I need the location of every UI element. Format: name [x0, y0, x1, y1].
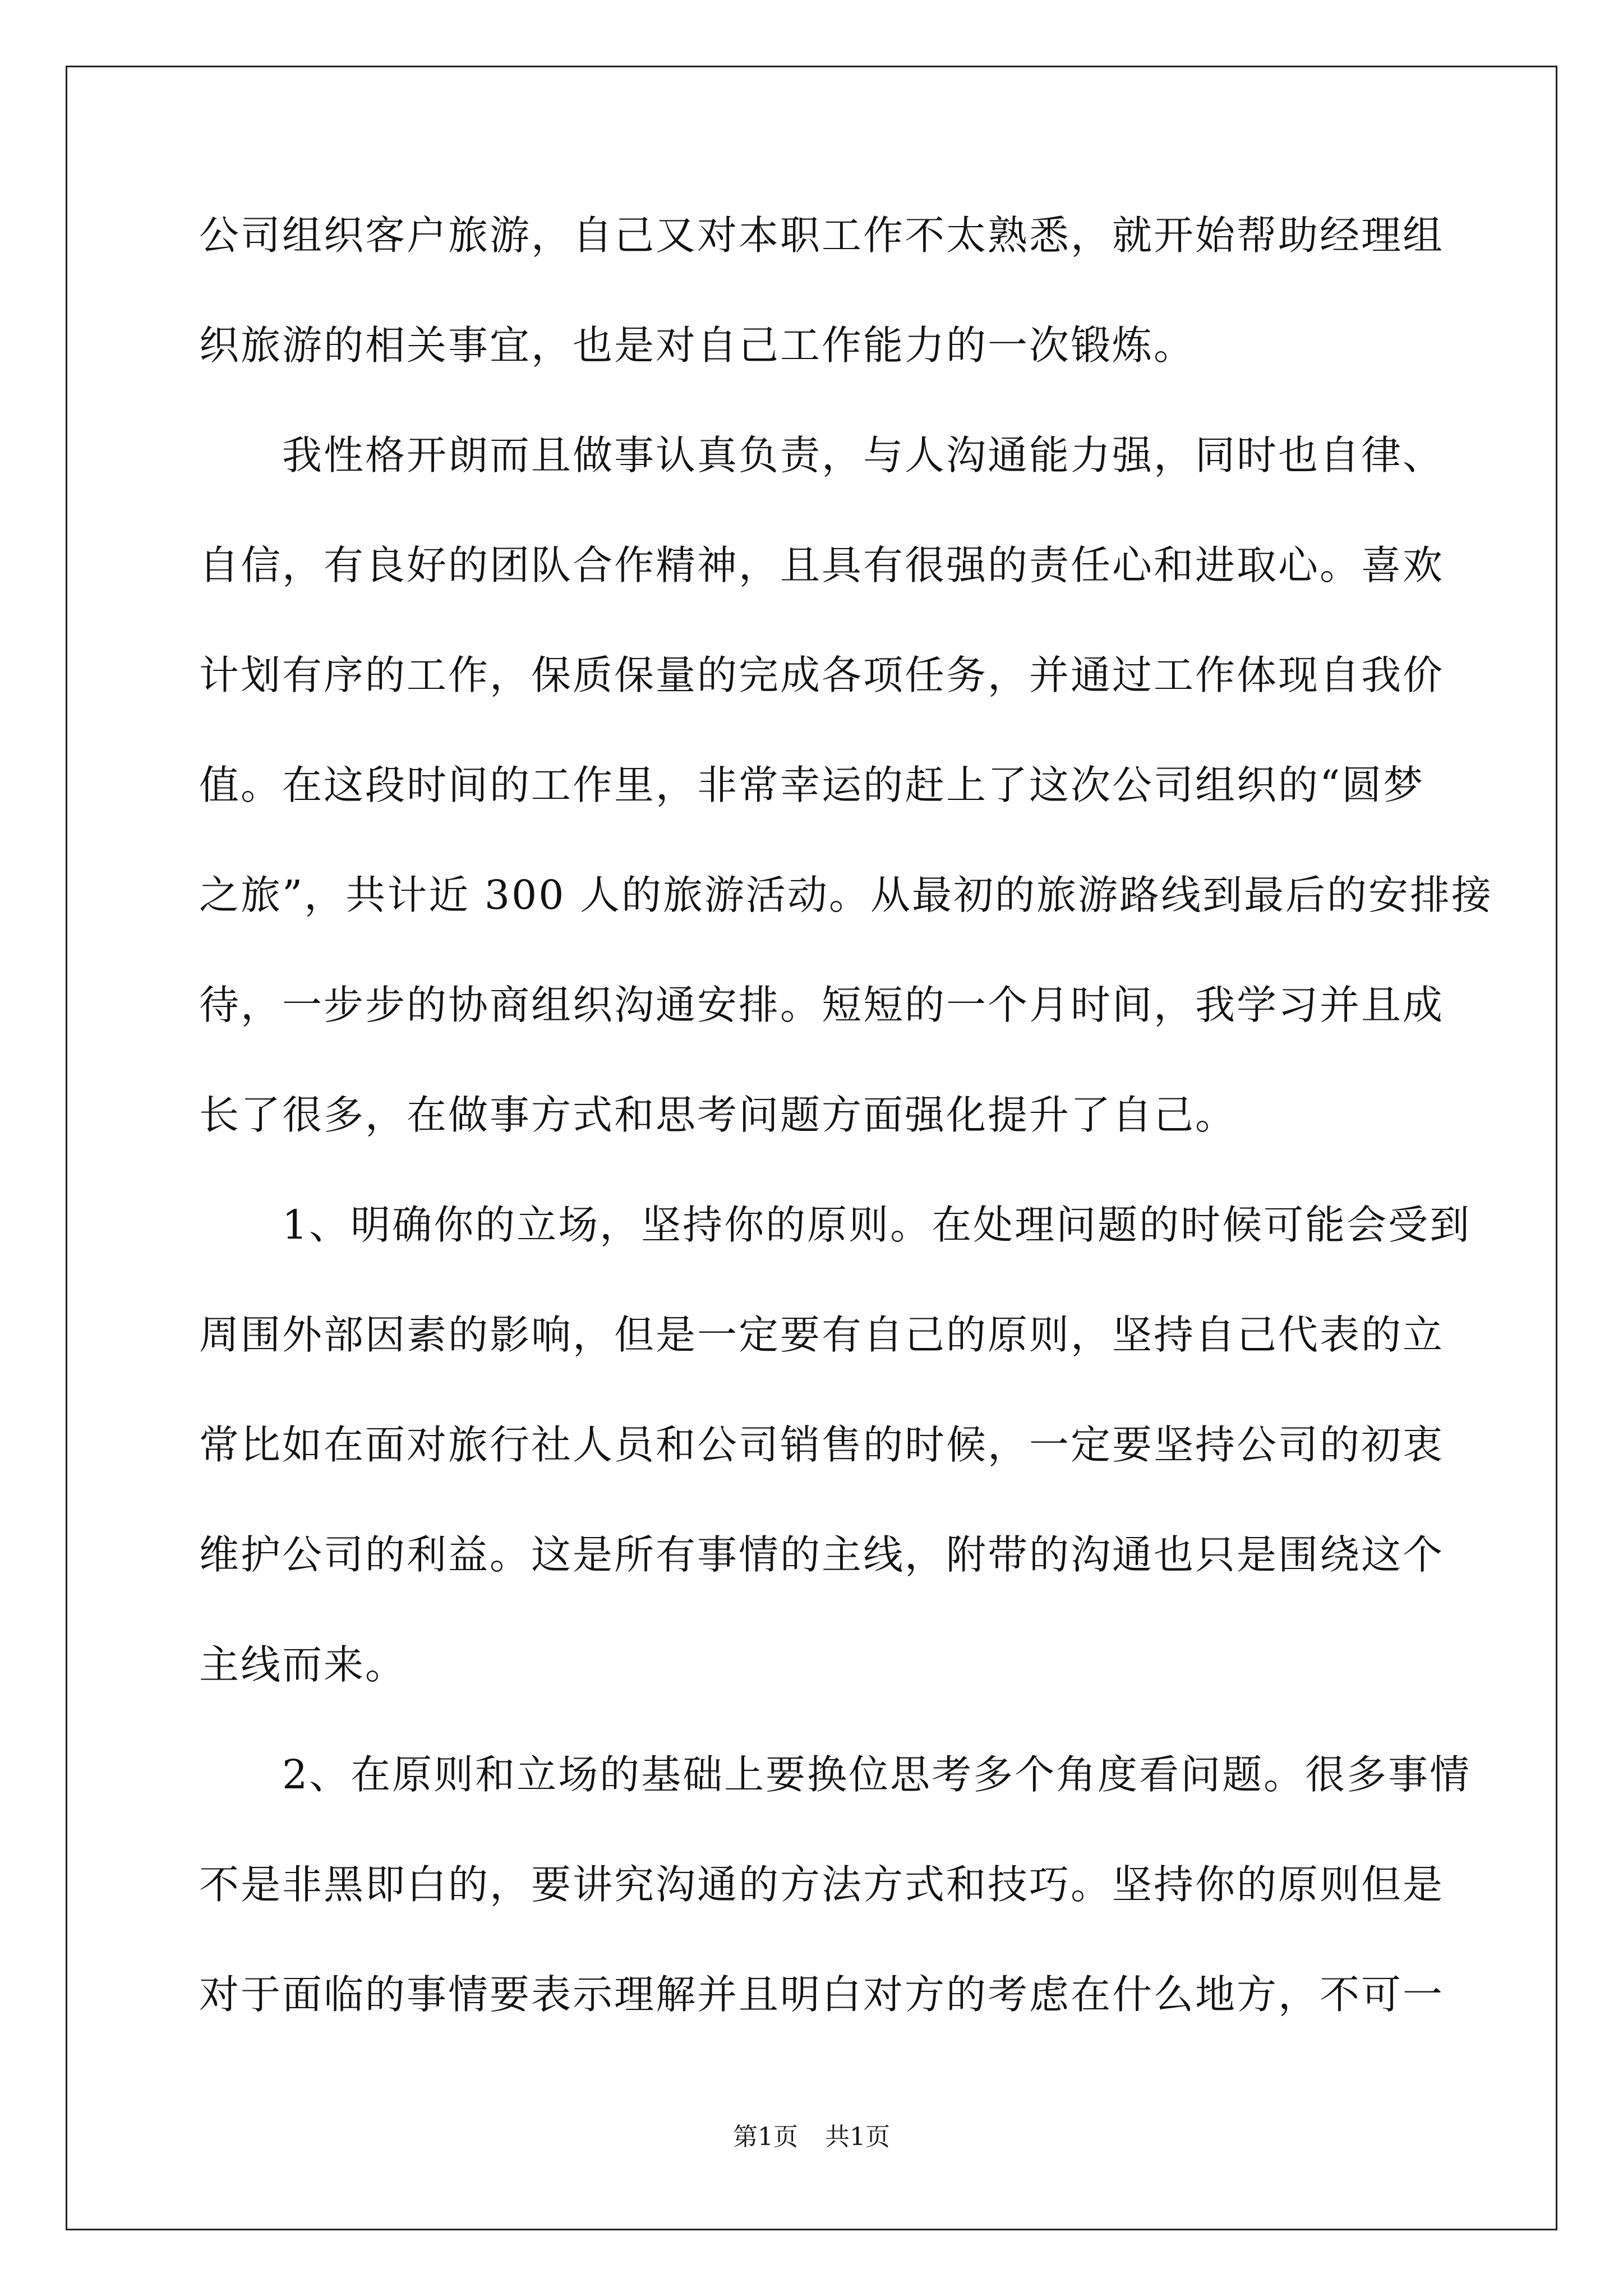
- text-line: 不是非黑即白的，要讲究沟通的方法方式和技巧。坚持你的原则但是: [199, 1861, 1445, 1908]
- text-line: 计划有序的工作，保质保量的完成各项任务，并通过工作体现自我价: [199, 652, 1445, 698]
- text-line: 对于面临的事情要表示理解并且明白对方的考虑在什么地方，不可一: [199, 1971, 1445, 2018]
- text-line: 长了很多，在做事方式和思考问题方面强化提升了自己。: [199, 1092, 1237, 1138]
- page-number: 第1页: [733, 2123, 798, 2151]
- text-line: 周围外部因素的影响，但是一定要有自己的原则，坚持自己代表的立: [199, 1312, 1445, 1358]
- text-line: 之旅”，共计近 300 人的旅游活动。从最初的旅游路线到最后的安排接: [199, 872, 1493, 918]
- page-footer: [0, 2120, 1623, 2154]
- text-line: 主线而来。: [199, 1641, 407, 1688]
- text-line: 自信，有良好的团队合作精神，且具有很强的责任心和进取心。喜欢: [199, 542, 1445, 588]
- text-line: 我性格开朗而且做事认真负责，与人沟通能力强，同时也自律、: [199, 432, 1445, 478]
- text-line: 待，一步步的协商组织沟通安排。短短的一个月时间，我学习并且成: [199, 982, 1445, 1028]
- text-line: 2、在原则和立场的基础上要换位思考多个角度看问题。很多事情: [199, 1751, 1472, 1798]
- page-total: 共1页: [825, 2123, 890, 2151]
- text-line: 常比如在面对旅行社人员和公司销售的时候，一定要坚持公司的初衷: [199, 1421, 1445, 1468]
- document-body: [199, 205, 1493, 2074]
- text-line: 公司组织客户旅游，自己又对本职工作不太熟悉，就开始帮助经理组: [199, 212, 1445, 259]
- text-line: 维护公司的利益。这是所有事情的主线，附带的沟通也只是围绕这个: [199, 1531, 1445, 1578]
- text-line: 1、明确你的立场，坚持你的原则。在处理问题的时候可能会受到: [199, 1202, 1472, 1248]
- text-line: 值。在这段时间的工作里，非常幸运的赶上了这次公司组织的“圆梦: [199, 762, 1425, 808]
- text-line: 织旅游的相关事宜，也是对自己工作能力的一次锻炼。: [199, 322, 1196, 369]
